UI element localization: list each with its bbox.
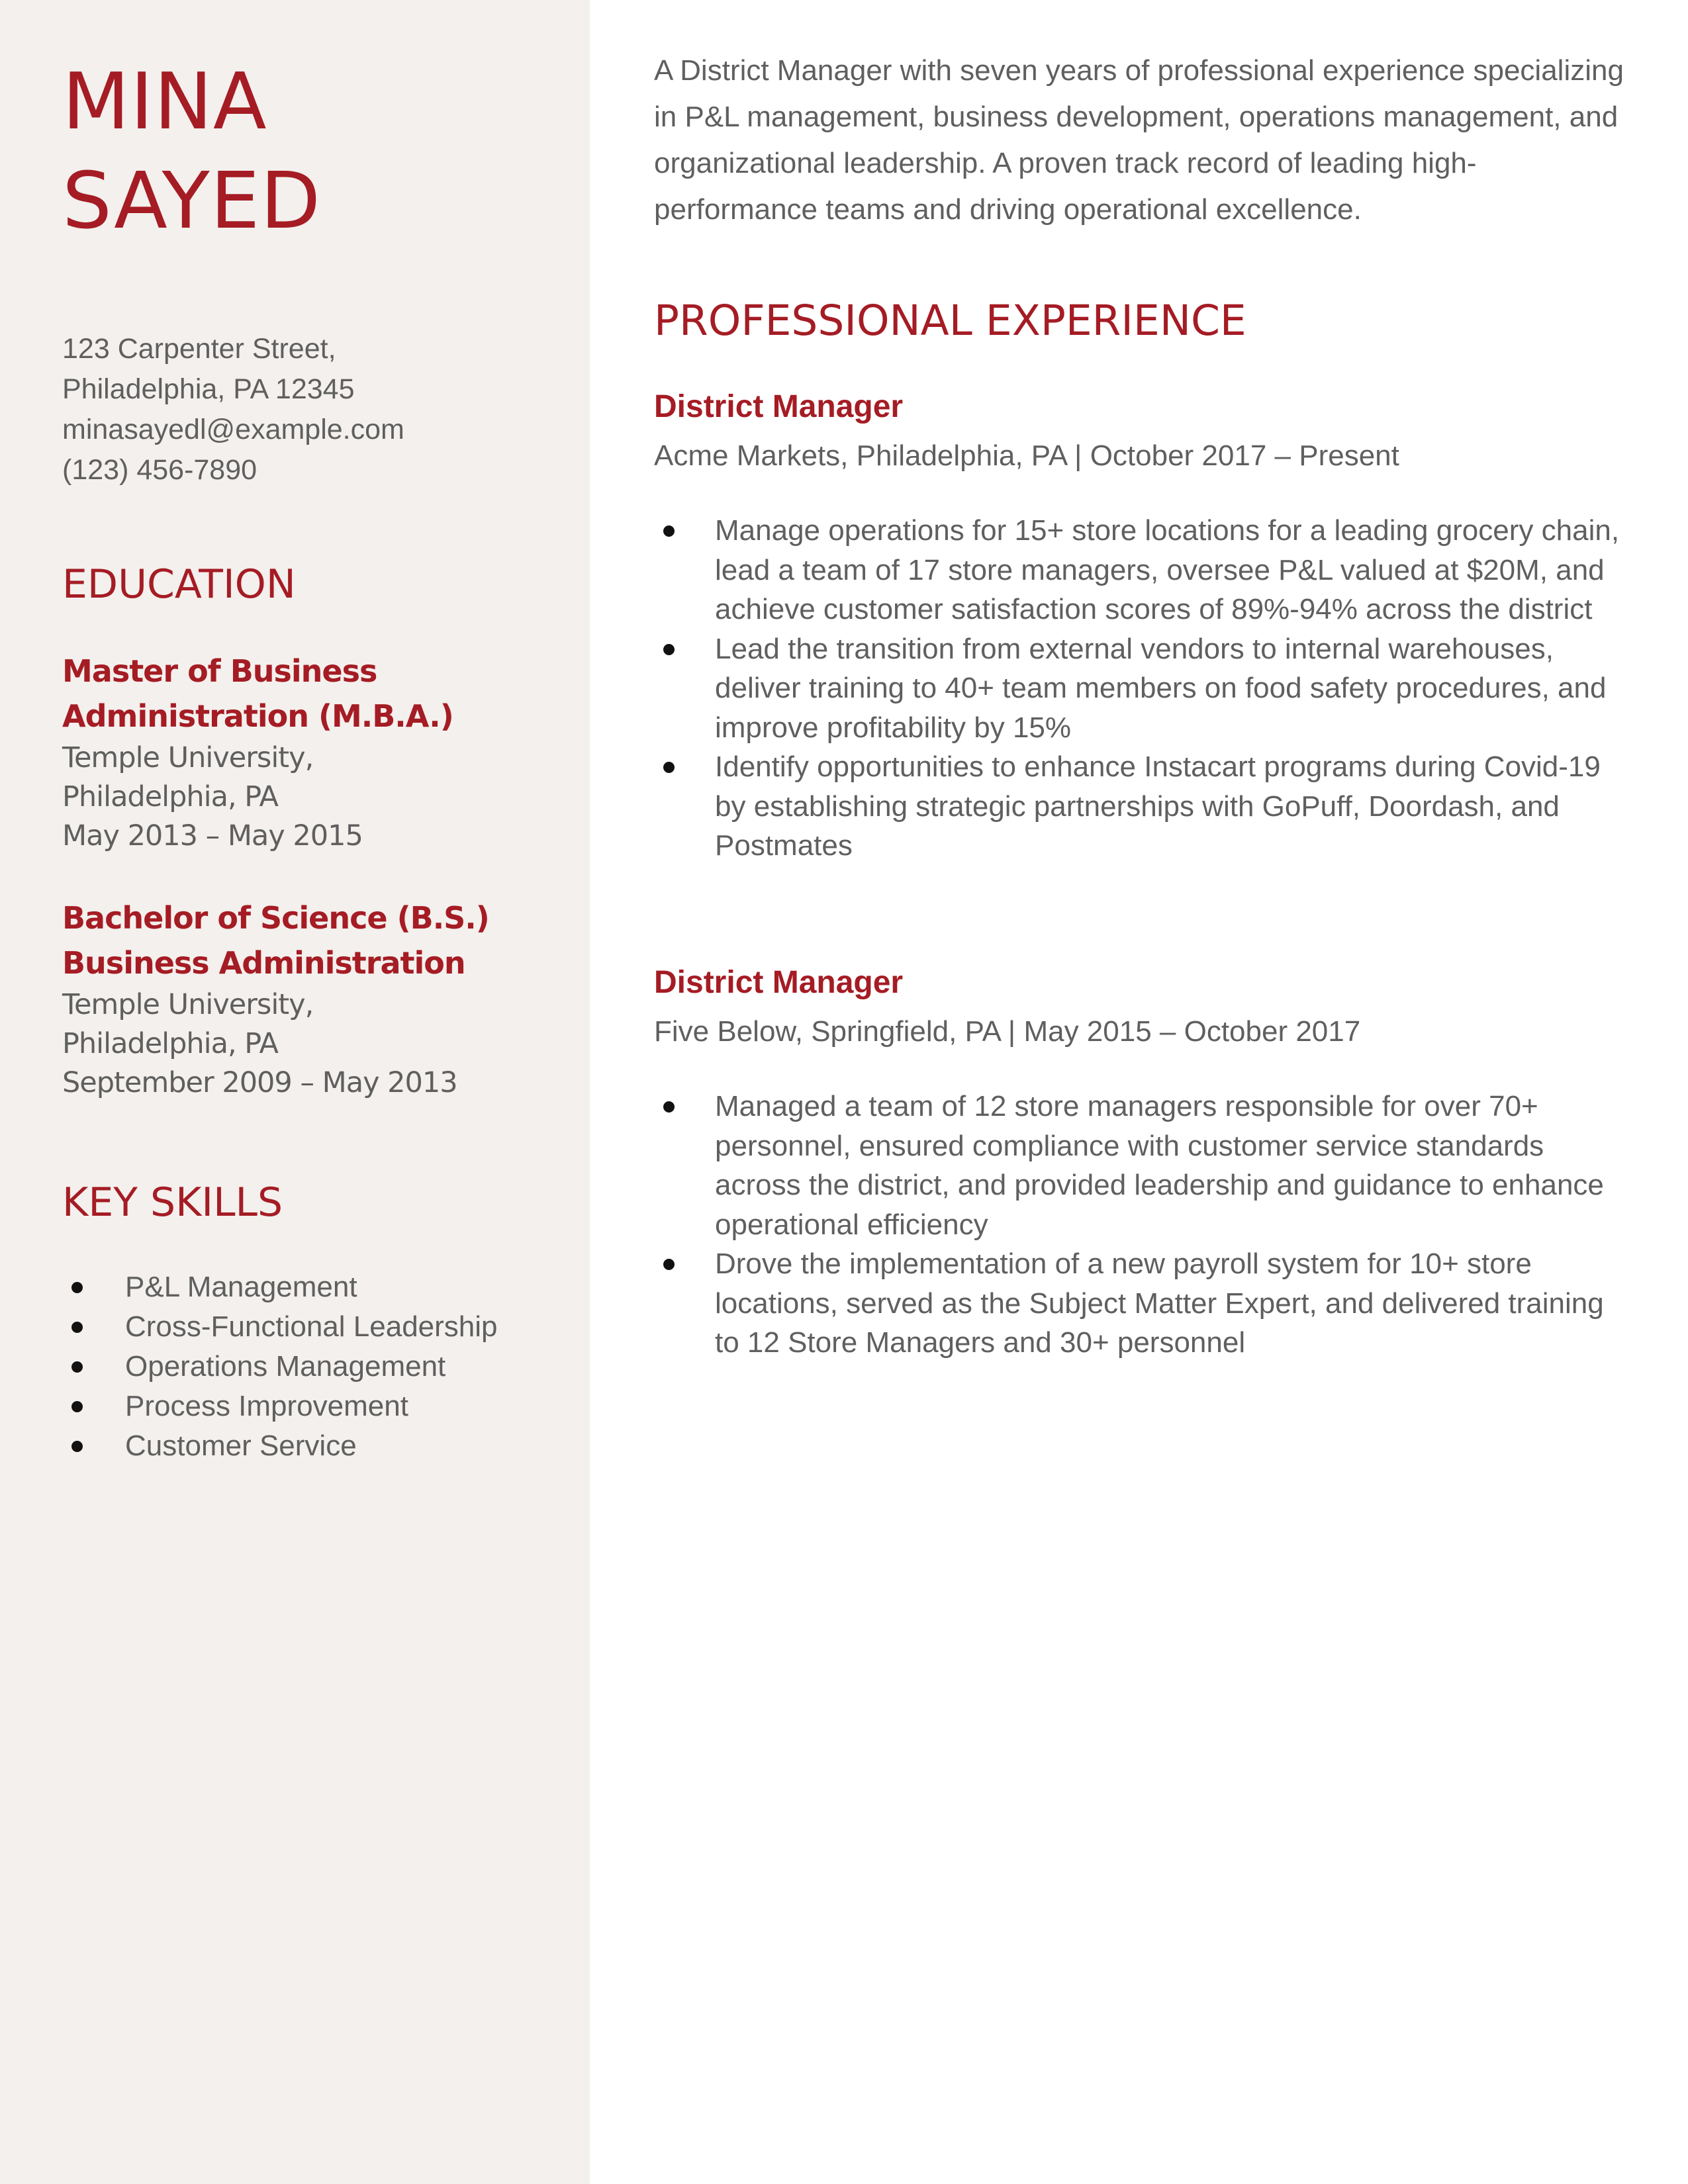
skill-item (62, 1307, 498, 1347)
bullet-text: Drove the implementation of a new payroll system for 10+ store locations, served as the Subject Matter Expert, and delivered training to 12 Store Managers and 30+ personnel (715, 1248, 1604, 1359)
bullet-icon (663, 762, 675, 773)
education-dates: September 2009 – May 2013 (62, 1066, 457, 1099)
skill-label: Customer Service (125, 1430, 357, 1462)
bullet-text: Identify opportunities to enhance Instacart programs during Covid-19 by establishing strategic partnerships with GoPuff, Doordash, and Postmates (715, 751, 1601, 862)
first-name: MINA (62, 56, 267, 147)
professional-summary: A District Manager with seven years of professional experience specializing in P&L management, business development, operations management, and organizational leadership. A proven track record of leading high-performance teams and driving operational excellence. (654, 54, 1624, 226)
candidate-name (62, 52, 321, 250)
job-title: District Manager (654, 389, 904, 424)
job-bullet (654, 629, 1634, 748)
last-name: SAYED (62, 155, 322, 246)
bullet-icon (71, 1401, 83, 1412)
skill-item (62, 1426, 498, 1466)
experience-heading: PROFESSIONAL EXPERIENCE (654, 296, 1246, 345)
education-item (62, 895, 565, 1103)
school-name: Temple University, (62, 988, 314, 1021)
school-name: Temple University, (62, 741, 314, 774)
sidebar (0, 0, 590, 2184)
skill-label: Cross-Functional Leadership (125, 1310, 498, 1343)
job-company-dates: Acme Markets, Philadelphia, PA | October 2017 – Present (654, 439, 1399, 472)
bullet-text: Managed a team of 12 store managers responsible for over 70+ personnel, ensured compliance with customer service standards across the district, and provided leadership and guidance to enhance operational efficiency (715, 1090, 1604, 1241)
degree-line: Master of Business (62, 653, 377, 689)
contact-street: 123 Carpenter Street, (62, 333, 336, 365)
bullet-icon (663, 644, 675, 655)
degree-line: Bachelor of Science (B.S.) (62, 900, 489, 936)
skill-label: P&L Management (125, 1271, 357, 1303)
skill-item (62, 1387, 498, 1426)
school-location: Philadelphia, PA (62, 1027, 278, 1060)
skill-label: Process Improvement (125, 1390, 408, 1422)
degree-title (62, 649, 565, 739)
job-bullet (654, 747, 1634, 866)
bullet-icon (71, 1282, 83, 1293)
skill-label: Operations Management (125, 1350, 446, 1383)
skills-list (62, 1267, 498, 1466)
bullet-icon (663, 1101, 675, 1113)
contact-email[interactable]: minasayedl@example.com (62, 414, 404, 445)
job-entry (654, 384, 1634, 866)
bullet-text: Manage operations for 15+ store locations for a leading grocery chain, lead a team of 17 store managers, oversee P&L valued at $20M, and achieve customer satisfaction scores of 89%-94% across the district (715, 514, 1620, 625)
skill-item (62, 1347, 498, 1387)
school-location: Philadelphia, PA (62, 780, 278, 813)
bullet-icon (71, 1441, 83, 1452)
education-item (62, 649, 565, 856)
contact-city: Philadelphia, PA 12345 (62, 373, 355, 405)
job-bullet (654, 1244, 1634, 1363)
job-bullet (654, 1087, 1634, 1244)
degree-title (62, 895, 565, 985)
skills-heading: KEY SKILLS (62, 1179, 283, 1226)
degree-line: Administration (M.B.A.) (62, 698, 453, 734)
contact-info (62, 329, 404, 490)
degree-line: Business Administration (62, 945, 465, 981)
bullet-icon (71, 1361, 83, 1373)
job-title: District Manager (654, 965, 904, 1000)
contact-phone[interactable]: (123) 456-7890 (62, 454, 258, 486)
bullet-text: Lead the transition from external vendors to internal warehouses, deliver training to 40+ team members on food safety procedures, and improve profitability by 15% (715, 632, 1607, 744)
education-dates: May 2013 – May 2015 (62, 819, 363, 852)
job-entry (654, 960, 1634, 1363)
job-bullets (654, 1087, 1634, 1363)
job-company-dates: Five Below, Springfield, PA | May 2015 – October 2017 (654, 1015, 1361, 1048)
job-bullet (654, 511, 1634, 629)
skill-item (62, 1267, 498, 1307)
bullet-icon (663, 525, 675, 537)
bullet-icon (71, 1322, 83, 1333)
job-bullets (654, 511, 1634, 866)
education-heading: EDUCATION (62, 561, 296, 608)
bullet-icon (663, 1259, 675, 1270)
